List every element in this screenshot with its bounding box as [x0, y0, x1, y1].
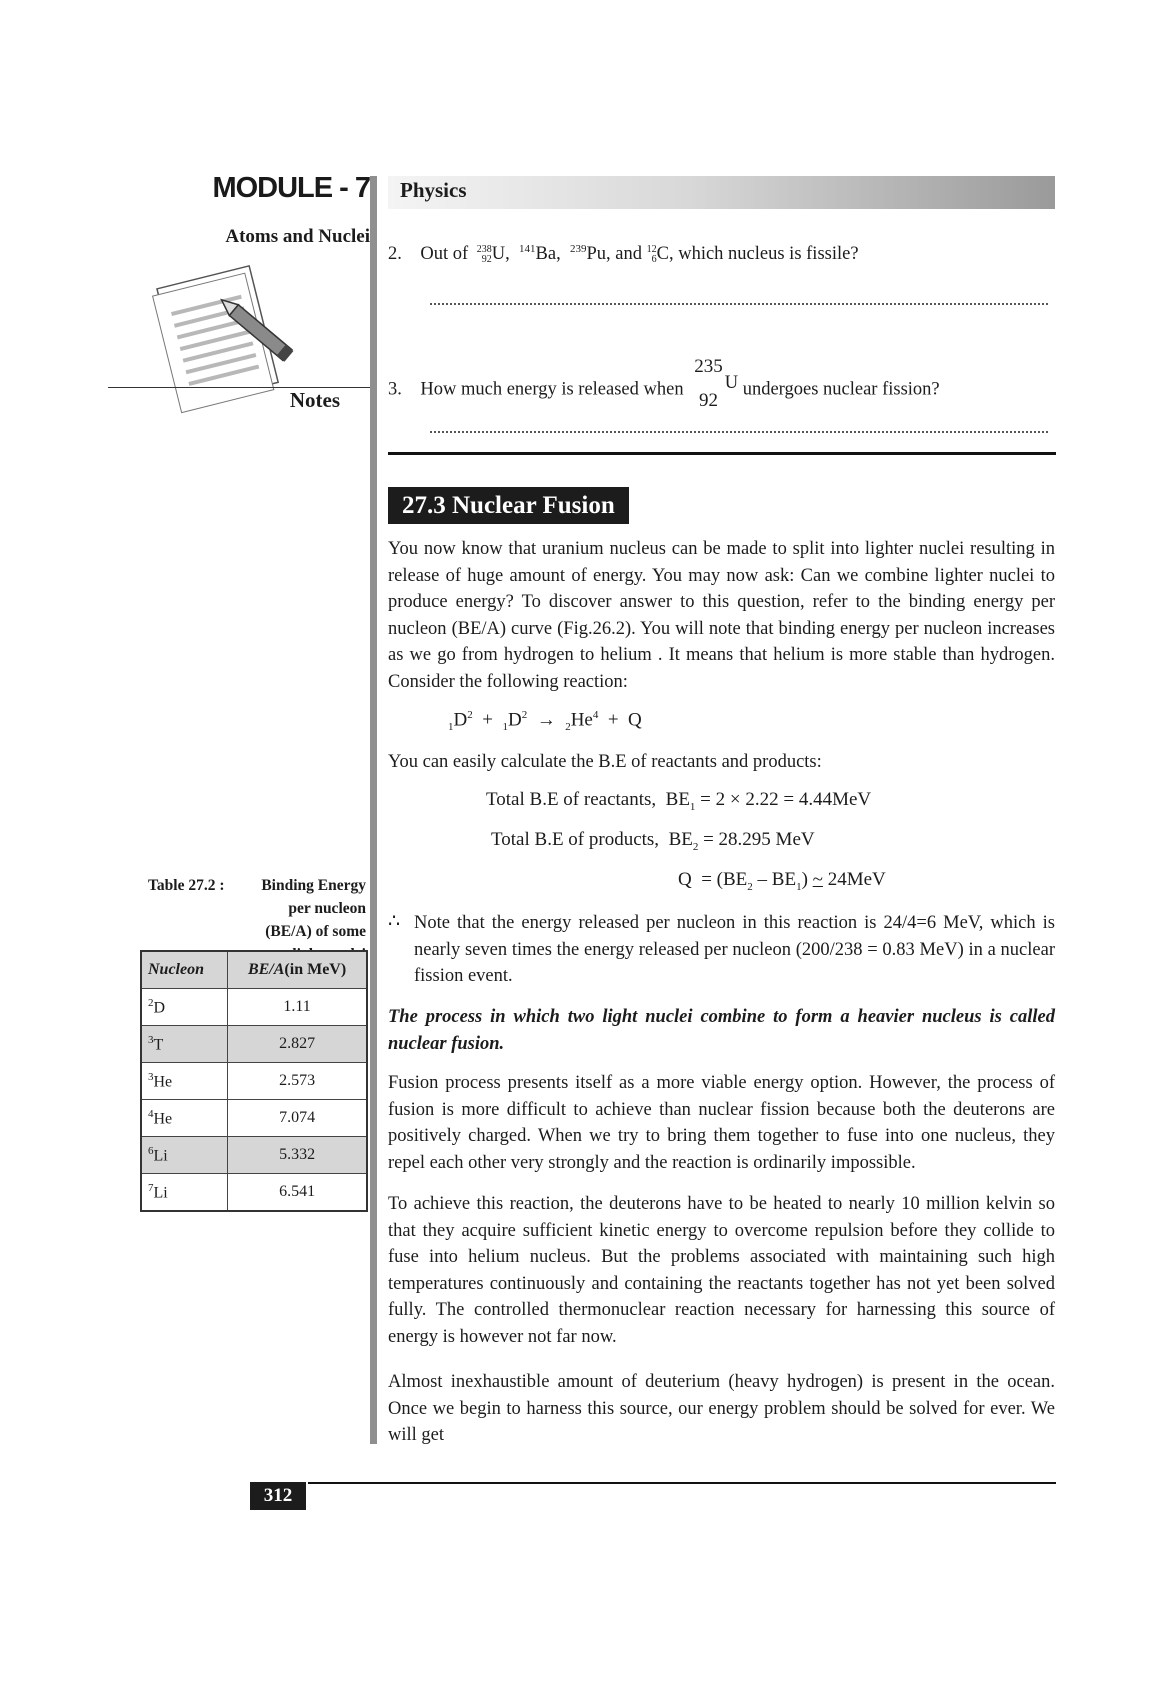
- table-row: [141, 1100, 367, 1137]
- table-caption-text: Binding Energy per nucleon (BE/A) of some: [261, 877, 366, 940]
- subject-title: Physics: [400, 178, 467, 202]
- be-value-cell: 2.827: [228, 1026, 367, 1063]
- table-caption-label: Table 27.2 :: [148, 877, 225, 894]
- equation-products: Total B.E of products, $BE_2 = 28.295$ MeV: [491, 829, 815, 853]
- question-2: 2. Out of 238 92U, $^{141}$Ba, $^{239}$Pu, and 12 6C, which nucleus is fissile?: [388, 243, 859, 265]
- fusion-definition: The process in which two light nuclei combine to form a heavier nucleus is called nuclear fusion.: [388, 1007, 1055, 1054]
- table-row: [141, 1026, 367, 1063]
- paragraph-fusion-difficulty: Fusion process presents itself as a more viable energy option. However, the process of fusion is more difficult to achieve than nuclear fission because both the deuterons are positively charged. When we try to bring them together to fuse into one nucleus, they repel each other very strongly and the reaction is ordinarily impossible.: [388, 1073, 1055, 1173]
- module-label: MODULE - 7: [212, 172, 370, 204]
- page-number: 312: [250, 1482, 306, 1510]
- paragraph-temperature: To achieve this reaction, the deuterons have to be heated to nearly 10 million kelvin so that they acquire sufficient kinetic energy to overcome repulsion before they collide to fuse into helium nucleus. But the problems associated with maintaining such high temperatures continuously and containing the reactants together has not yet been solved fully. The controlled thermonuclear reaction necessary for harnessing this source of energy is however not far now.: [388, 1194, 1055, 1347]
- paragraph-deuterium: Almost inexhaustible amount of deuterium (heavy hydrogen) is present in the ocean. Once we begin to harness this source, our energy problem should be solved for ever. We will get: [388, 1372, 1055, 1445]
- paragraph-intro: You now know that uranium nucleus can be made to split into lighter nuclei resulting in release of huge amount of energy. You may now ask: Can we combine lighter nuclei to produce energy? To discover answer to this question, refer to the binding energy per nucleon (BE/A) curve (Fig.26.2). You will note that binding energy per nucleon increases as we go from hydrogen to helium . It means that helium is more stable than hydrogen. Consider the following reaction:: [388, 539, 1055, 692]
- be-value-cell: 5.332: [228, 1137, 367, 1174]
- be-value-cell: 6.541: [228, 1174, 367, 1212]
- fusion-equation: $_1D^2 + _1D^2 \to _2He^4 + Q$: [448, 709, 642, 734]
- answer-line-2: [430, 303, 1048, 305]
- question-3: 3. How much energy is released when 235 92U undergoes nuclear fission?: [388, 356, 940, 411]
- paragraph-calc: You can easily calculate the B.E of reactants and products:: [388, 752, 822, 772]
- nucleon-cell: $^3$T: [141, 1026, 228, 1063]
- col-header-be: BE/A(in MeV): [228, 951, 367, 989]
- be-value-cell: 7.074: [228, 1100, 367, 1137]
- column-separator: [370, 176, 377, 1444]
- paragraph-note: Note that the energy released per nucleon in this reaction is 24/4=6 MeV, which is nearly seven times the energy released per nucleon (200/238 = 0.83 MeV) in a nuclear fission event.: [414, 913, 1055, 986]
- binding-energy-table: [140, 950, 368, 1212]
- be-value-cell: 1.11: [228, 989, 367, 1026]
- equation-q: $Q = (BE_2 - BE_1)$ ~ 24MeV: [678, 869, 886, 893]
- nucleon-cell: $^6$Li: [141, 1137, 228, 1174]
- subject-banner: [388, 176, 1055, 209]
- section-rule: [388, 452, 1056, 455]
- nucleon-cell: $^2$D: [141, 989, 228, 1026]
- nucleon-cell: $^7$Li: [141, 1174, 228, 1212]
- col-header-nucleon: Nucleon: [141, 951, 228, 989]
- section-heading: 27.3 Nuclear Fusion: [388, 487, 629, 524]
- nucleon-cell: $^3$He: [141, 1063, 228, 1100]
- equation-reactants: Total B.E of reactants, $BE_1 = 2 \times 2.22 = 4.44MeV$: [486, 789, 872, 813]
- therefore-symbol: ∴: [388, 911, 401, 932]
- table-row: [141, 1063, 367, 1100]
- table-row: [141, 1174, 367, 1212]
- notes-label: Notes: [289, 388, 340, 412]
- be-value-cell: 2.573: [228, 1063, 367, 1100]
- answer-line-3: [430, 431, 1048, 433]
- table-row: [141, 989, 367, 1026]
- nucleon-cell: $^4$He: [141, 1100, 228, 1137]
- table-row: [141, 1137, 367, 1174]
- footer-rule: [308, 1482, 1056, 1484]
- chapter-subtitle: Atoms and Nuclei: [225, 226, 370, 247]
